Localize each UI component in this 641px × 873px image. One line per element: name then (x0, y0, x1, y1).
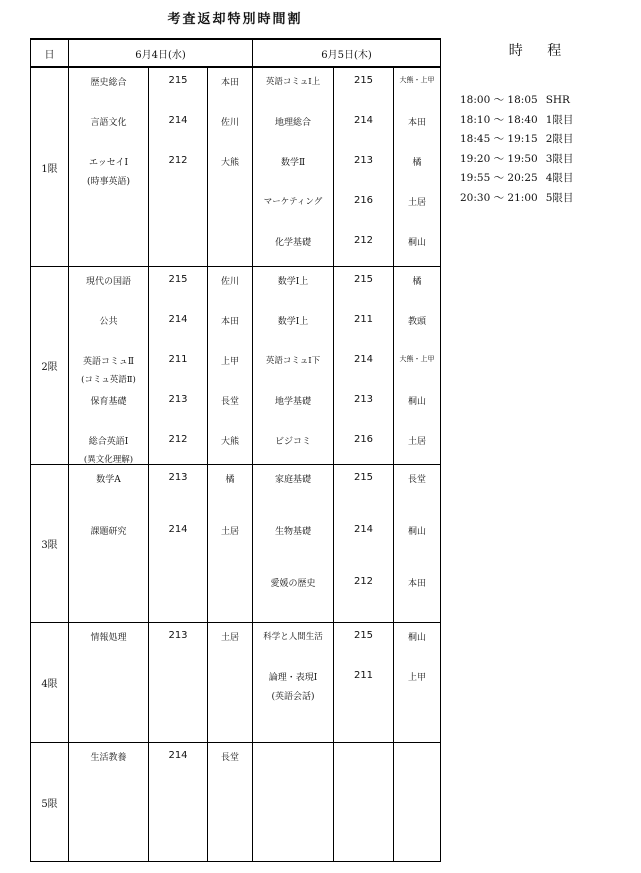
subject-name: 言語文化 (90, 118, 127, 128)
subject-name: 家庭基礎 (274, 475, 311, 485)
subject-name: 数学A (96, 475, 121, 485)
teacher-name: 桐山 (407, 633, 426, 643)
teacher-name: 本田 (407, 118, 426, 128)
teacher-name: 本田 (220, 78, 239, 88)
subject-name: 化学基礎 (274, 238, 311, 248)
schedule-period: 3限目 (545, 152, 574, 165)
schedule-period: 1限目 (545, 113, 574, 126)
teacher-name: 桐山 (407, 527, 426, 537)
period-row (31, 267, 441, 465)
room-number: 212 (168, 155, 188, 166)
period-label: 2限 (31, 267, 69, 465)
room-number: 214 (353, 115, 374, 126)
teacher-name: 桐山 (407, 397, 426, 407)
schedule-time: 19:20 ～ 19:50 (460, 152, 538, 165)
subject-name: 愛媛の歴史 (270, 579, 316, 589)
d1-teacher-cell (208, 465, 253, 623)
header-row (31, 39, 441, 67)
room-number: 213 (353, 155, 374, 166)
teacher-name: 橘 (412, 158, 422, 168)
d2-room-cell (334, 67, 394, 267)
room-number: 213 (168, 630, 188, 641)
subject-name: 数学Ⅰ上 (277, 317, 309, 327)
subject-name: 情報処理 (90, 633, 127, 643)
room-number: 216 (353, 434, 374, 445)
d1-room-cell (149, 465, 208, 623)
d1-room-cell (149, 267, 208, 465)
timetable (30, 38, 441, 862)
room-number: 215 (353, 75, 374, 86)
room-number: 214 (168, 524, 188, 535)
room-number: 212 (168, 434, 188, 445)
schedule-list (460, 92, 630, 209)
teacher-name: 土居 (220, 633, 239, 643)
teacher-name: 大熊 (220, 158, 239, 168)
teacher-name: 上甲 (407, 673, 426, 683)
schedule-period: SHR (545, 94, 570, 106)
room-number: 212 (353, 235, 374, 246)
d1-subject-cell (69, 267, 149, 465)
period-label: 5限 (31, 743, 69, 862)
room-number: 212 (353, 576, 374, 587)
subject-name: 現代の国語 (85, 277, 131, 287)
d2-teacher-cell (394, 67, 441, 267)
subject-name: 生物基礎 (274, 527, 311, 537)
timetable-body (31, 67, 441, 862)
schedule-period: 5限目 (545, 191, 574, 204)
subject-name: 数学Ⅰ上 (277, 277, 309, 287)
subject-name: 総合英語Ⅰ (88, 437, 129, 447)
d1-room-cell (149, 67, 208, 267)
teacher-name: 教頭 (407, 317, 426, 327)
subject-name: 英語コミュⅠ下 (265, 356, 321, 366)
room-number: 211 (353, 314, 374, 325)
teacher-name: 橘 (412, 277, 422, 287)
schedule-row (460, 112, 630, 132)
day-header: 日 (31, 39, 69, 67)
subject-name: 科学と人間生活 (263, 632, 323, 642)
teacher-name: 桐山 (407, 238, 426, 248)
teacher-name: 土居 (220, 527, 239, 537)
subject-name: 保育基礎 (90, 397, 127, 407)
teacher-name: 大熊 (220, 437, 239, 447)
schedule-period: 2限目 (545, 133, 574, 145)
room-number: 215 (353, 630, 374, 641)
room-number: 214 (168, 750, 188, 761)
d2-subject-cell (253, 743, 334, 862)
teacher-name: 大熊・上甲 (399, 76, 435, 84)
subject-name: ビジコミ (274, 437, 311, 447)
d2-subject-cell (253, 465, 334, 623)
room-number: 213 (353, 394, 374, 405)
period-row (31, 465, 441, 623)
schedule-heading: 時 程 (508, 43, 572, 59)
schedule-time: 18:45 ～ 19:15 (460, 133, 538, 145)
d1-subject-cell (69, 465, 149, 623)
subject-name: 生活教養 (90, 753, 127, 763)
d2-teacher-cell (394, 267, 441, 465)
room-number: 215 (353, 274, 374, 285)
d1-subject-cell (69, 67, 149, 267)
subject-name: マーケティング (263, 197, 323, 207)
d1-teacher-cell (208, 267, 253, 465)
teacher-name: 佐川 (220, 118, 239, 128)
room-number: 214 (168, 115, 188, 126)
d1-teacher-cell (208, 623, 253, 743)
schedule-time: 18:10 ～ 18:40 (460, 113, 538, 126)
subject-name: 公共 (99, 317, 118, 327)
schedule-row (460, 151, 630, 171)
d1-room-cell (149, 743, 208, 862)
schedule-row (460, 190, 630, 210)
d1-teacher-cell (208, 743, 253, 862)
teacher-name: 本田 (220, 317, 239, 327)
time-schedule (460, 40, 630, 209)
subject-name: (コミュ英語Ⅱ) (81, 375, 136, 385)
period-row (31, 743, 441, 862)
d1-subject-cell (69, 743, 149, 862)
d2-teacher-cell (394, 743, 441, 862)
d2-room-cell (334, 623, 394, 743)
d2-subject-cell (253, 623, 334, 743)
schedule-time: 20:30 ～ 21:00 (460, 191, 538, 204)
d2-room-cell (334, 465, 394, 623)
d2-room-cell (334, 267, 394, 465)
subject-name: 地理総合 (274, 118, 311, 128)
d2-subject-cell (253, 267, 334, 465)
page-title: 考査返却特別時間割 (167, 12, 303, 27)
schedule-period: 4限目 (545, 172, 574, 184)
subject-name: 英語コミュⅠ上 (265, 77, 321, 87)
date-header-2: 6月5日(木) (253, 39, 441, 67)
room-number: 211 (353, 670, 374, 681)
teacher-name: 橘 (225, 475, 235, 485)
d2-teacher-cell (394, 623, 441, 743)
teacher-name: 土居 (407, 437, 426, 447)
teacher-name: 土居 (407, 198, 426, 208)
d2-subject-cell (253, 67, 334, 267)
room-number: 214 (168, 314, 188, 325)
room-number: 213 (168, 394, 188, 405)
room-number: 216 (353, 195, 374, 206)
teacher-name: 佐川 (220, 277, 239, 287)
teacher-name: 本田 (407, 579, 426, 589)
subject-name: エッセイⅠ (88, 158, 129, 168)
subject-name: (異文化理解) (83, 455, 134, 465)
period-label: 4限 (31, 623, 69, 743)
d1-subject-cell (69, 623, 149, 743)
d1-teacher-cell (208, 67, 253, 267)
subject-name: (英語会話) (271, 692, 315, 702)
d1-room-cell (149, 623, 208, 743)
schedule-time: 19:55 ～ 20:25 (460, 172, 538, 184)
schedule-row (460, 170, 630, 190)
period-label: 3限 (31, 465, 69, 623)
room-number: 215 (168, 75, 188, 86)
period-row (31, 623, 441, 743)
room-number: 213 (168, 472, 188, 483)
room-number: 215 (168, 274, 188, 285)
d2-teacher-cell (394, 465, 441, 623)
teacher-name: 長堂 (220, 397, 239, 407)
subject-name: 歴史総合 (90, 78, 127, 88)
room-number: 215 (353, 472, 374, 483)
schedule-row (460, 92, 630, 112)
teacher-name: 長堂 (407, 475, 426, 485)
subject-name: 地学基礎 (274, 397, 311, 407)
subject-name: (時事英語) (86, 177, 131, 187)
teacher-name: 大熊・上甲 (399, 355, 435, 363)
teacher-name: 上甲 (220, 357, 239, 367)
room-number: 211 (168, 354, 188, 365)
room-number: 214 (353, 524, 374, 535)
period-row (31, 67, 441, 267)
teacher-name: 長堂 (220, 753, 239, 763)
date-header-1: 6月4日(水) (69, 39, 253, 67)
d2-room-cell (334, 743, 394, 862)
schedule-row (460, 131, 630, 151)
subject-name: 数学Ⅱ (280, 158, 306, 168)
subject-name: 課題研究 (90, 527, 127, 537)
subject-name: 論理・表現Ⅰ (268, 673, 318, 683)
period-label: 1限 (31, 67, 69, 267)
subject-name: 英語コミュⅡ (83, 357, 134, 367)
schedule-time: 18:00 ～ 18:05 (460, 94, 538, 106)
room-number: 214 (353, 354, 374, 365)
